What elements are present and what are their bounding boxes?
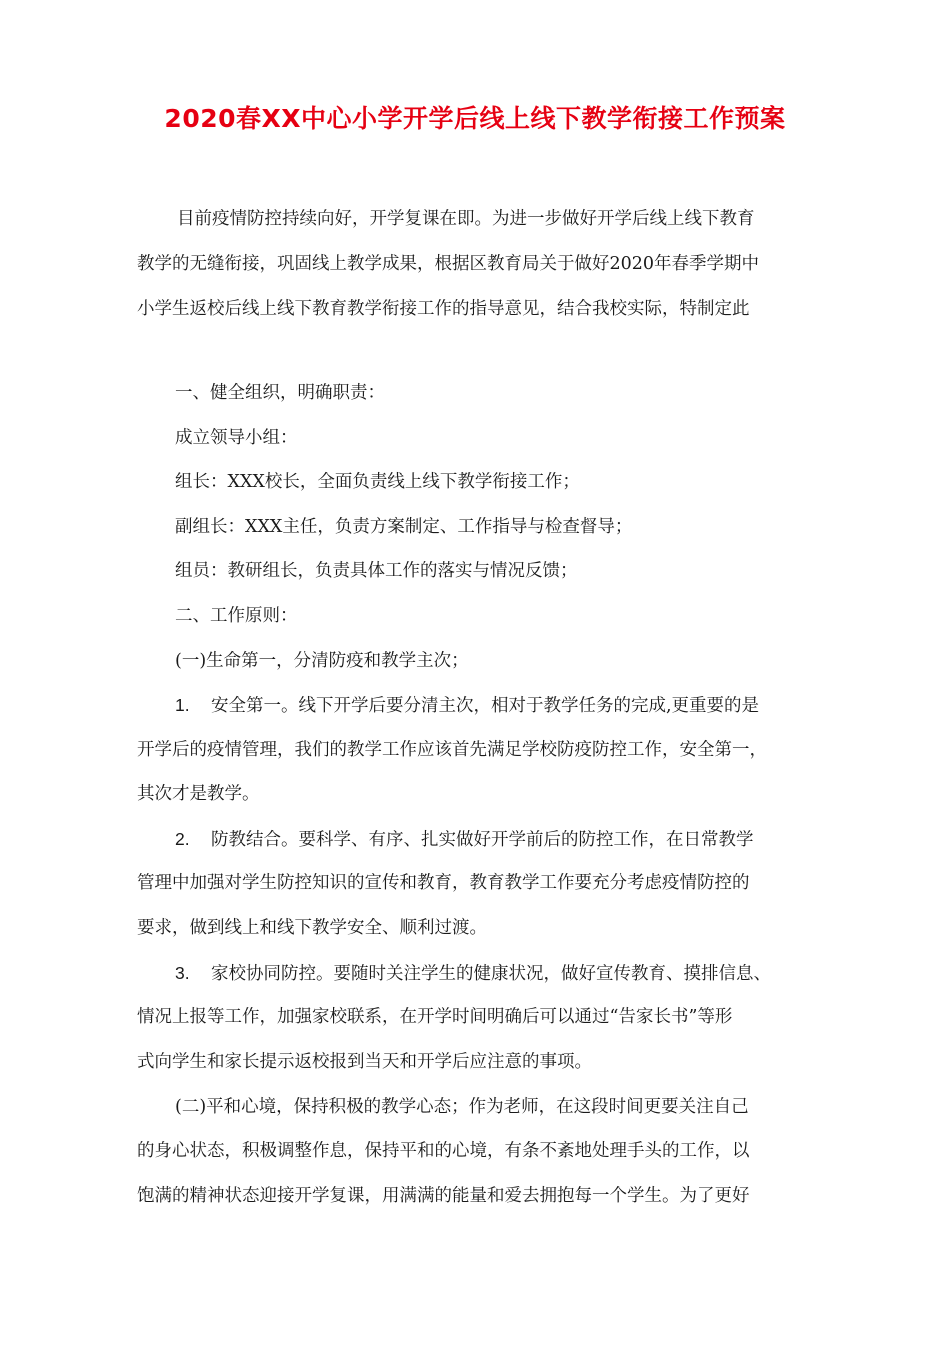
paragraph-line: 开学后的疫情管理，我们的教学工作应该首先满足学校防疫防控工作，安全第一，: [137, 740, 767, 760]
paragraph-line: 情况上报等工作，加强家校联系，在开学时间明确后可以通过“告家长书”等形: [137, 1007, 733, 1027]
paragraph-line: 副组长：XXX主任，负责方案制定、工作指导与检查督导；: [175, 517, 633, 537]
document-title: 2020春XX中心小学开学后线上线下教学衔接工作预案: [164, 104, 786, 133]
list-item-text: 安全第一。线下开学后要分清主次，相对于教学任务的完成,更重要的是: [211, 696, 760, 716]
paragraph-line: 要求，做到线上和线下教学安全、顺利过渡。: [137, 918, 487, 938]
list-item: [175, 826, 754, 853]
paragraph-line: 式向学生和家长提示返校报到当天和开学后应注意的事项。: [137, 1052, 592, 1072]
list-item-text: 防教结合。要科学、有序、扎实做好开学前后的防控工作，在日常教学: [211, 830, 754, 850]
list-item: [175, 960, 771, 987]
list-item-text: 家校协同防控。要随时关注学生的健康状况，做好宣传教育、摸排信息、: [211, 964, 771, 984]
list-item-number: 1.: [175, 695, 190, 715]
subsection-heading: (一)生命第一，分清防疫和教学主次；: [175, 651, 469, 671]
paragraph-line: 教学的无缝衔接，巩固线上教学成果，根据区教育局关于做好2020年春季学期中: [137, 254, 760, 274]
paragraph-line: 管理中加强对学生防控知识的宣传和教育，教育教学工作要充分考虑疫情防控的: [137, 873, 750, 893]
paragraph-line: 组长：XXX校长，全面负责线上线下教学衔接工作；: [175, 472, 580, 492]
paragraph-line: 成立领导小组：: [175, 428, 298, 448]
list-item-number: 2.: [175, 829, 190, 849]
paragraph-line: 组员：教研组长，负责具体工作的落实与情况反馈；: [175, 561, 578, 581]
list-item-number: 3.: [175, 963, 190, 983]
list-item: [175, 692, 759, 719]
section-heading: 二、工作原则：: [175, 606, 298, 626]
subsection-heading: (二)平和心境，保持积极的教学心态；作为老师，在这段时间更要关注自己: [175, 1097, 749, 1117]
paragraph-line: 目前疫情防控持续向好，开学复课在即。为进一步做好开学后线上线下教育: [177, 209, 755, 229]
paragraph-line: 饱满的精神状态迎接开学复课，用满满的能量和爱去拥抱每一个学生。为了更好: [137, 1186, 750, 1206]
paragraph-line: 的身心状态，积极调整作息，保持平和的心境，有条不紊地处理手头的工作，以: [137, 1141, 750, 1161]
section-heading: 一、健全组织，明确职责：: [175, 383, 385, 403]
paragraph-line: 其次才是教学。: [137, 784, 260, 804]
paragraph-line: 小学生返校后线上线下教育教学衔接工作的指导意见，结合我校实际，特制定此: [137, 299, 750, 319]
